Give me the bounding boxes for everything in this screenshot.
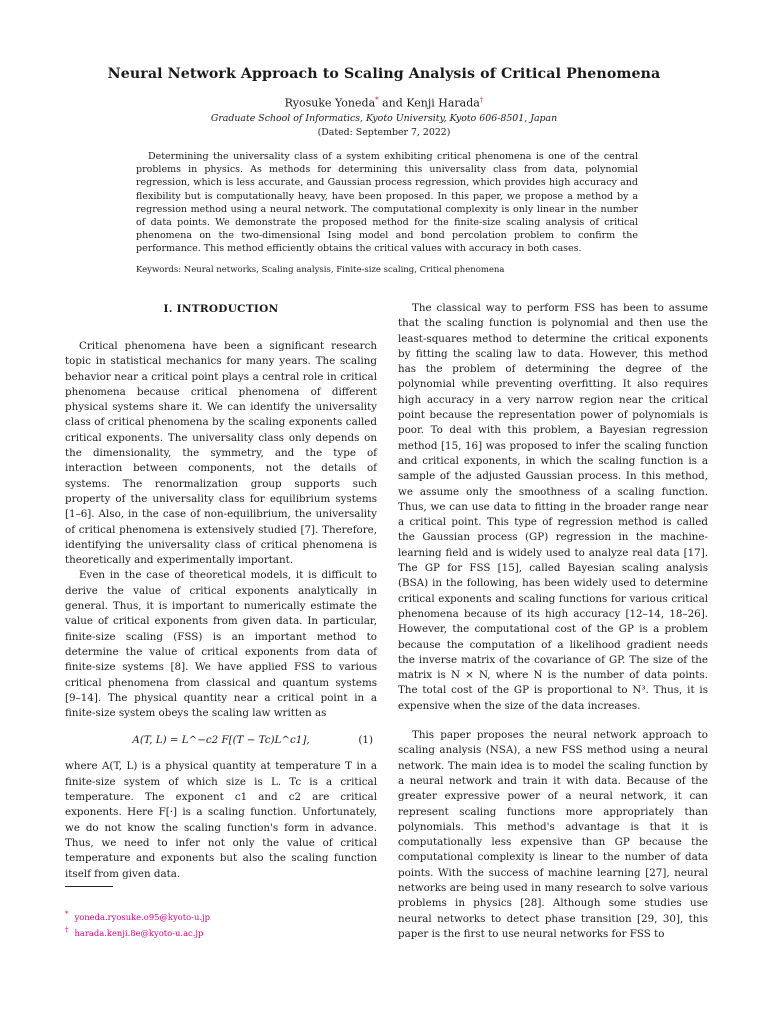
footnote [65,924,377,940]
author-footnote-mark[interactable]: * [375,96,379,104]
email-link[interactable]: yoneda.ryosuke.o95@kyoto-u.jp [74,911,210,922]
right-column [398,301,708,942]
left-column [65,301,377,882]
paragraph: The classical way to perform FSS has been to assume that the scaling function is polynomial and then use the least-squares method to determine the critical exponents by fitting the scaling law to data. However, this method has the problem of determining the degree of the polynomial while preventing overfitting. It also requires high accuracy in a very narrow region near the critical point because the representation power of polynomials is poor. To deal with this problem, a Bayesian regression method [15, 16] was proposed to infer the scaling function and critical exponents, in which the scaling function is a sample of the adjusted Gaussian process. In this method, we assume only the smoothness of a scaling function. Thus, we can use data to fitting in the broader range near a critical point. This type of regression method is called the Gaussian process (GP) regression in the machine-learning field and is widely used to analyze real data [17]. The GP for FSS [15], called Bayesian scaling analysis (BSA) in the following, has been widely used to determine critical exponents and scaling functions for various critical phenomena because of its high accuracy [12–14, 18–26]. However, the computational cost of the GP is a problem because the computation of a likelihood gradient needs the inverse matrix of the covariance of GP. The size of the matrix is N × N, where N is the number of data points. The total cost of the GP is proportional to N³. Thus, it is expensive when the size of the data increases. [398,302,708,712]
date-line: (Dated: September 7, 2022) [317,127,451,138]
paragraph: Even in the case of theoretical models, it is difficult to derive the value of critical exponents analytically in general. Thus, it is important to numerically estimate the value of critical exponents from given data. In particular, finite-size scaling (FSS) is an important method to determine the value of critical exponents from data of finite-size systems [8]. We have applied FSS to various critical phenomena from classical and quantum systems [9–14]. The physical quantity near a critical point in a finite-size system obeys the scaling law written as [65,569,377,720]
footnote-mark: † [65,925,69,934]
author-footnote-mark[interactable]: † [479,96,484,104]
equation-block [65,721,377,759]
paper-title: Neural Network Approach to Scaling Analysis of Critical Phenomena [107,66,661,82]
email-link[interactable]: harada.kenji.8e@kyoto-u.ac.jp [74,927,204,938]
paragraph: where A(T, L) is a physical quantity at temperature T in a finite-size system of which size is L. Tc is a critical temperature. The exponent c1 and c2 are critical exponents. Here F[·] is a scaling function. Unfortunately, we do not know the scaling function's form in advance. Thus, we need to infer not only the value of critical temperature and exponents but also the scaling function itself from given data. [65,760,377,880]
author-name: Kenji Harada [406,96,480,110]
footnote-mark: * [65,910,69,918]
equation: A(T, L) = L^−c2 F[(T − Tc)L^c1], [132,734,310,747]
equation-number: (1) [358,734,373,747]
keywords: Keywords: Neural networks, Scaling analysis, Finite-size scaling, Critical phenomena [136,265,505,275]
section-heading: I. INTRODUCTION [163,303,279,315]
paragraph-gap [398,714,708,728]
footnote-rule [65,886,113,887]
abstract: Determining the universality class of a system exhibiting critical phenomena is one of the central problems in physics. As methods for determining this universality class from data, polynomial regression, which is less accurate, and Gaussian process regression, which provides high accuracy and flexibility but is computationally heavy, have been proposed. In this paper, we propose a method by a regression method using a neural network. The computational complexity is only linear in the number of data points. We demonstrate the proposed method for the finite-size scaling analysis of critical phenomena on the two-dimensional Ising model and bond percolation problem to confirm the performance. This method efficiently obtains the critical values with accuracy in both cases. [136,151,638,255]
paragraph: This paper proposes the neural network approach to scaling analysis (NSA), a new FSS method using a neural network. The main idea is to model the scaling function by a neural network and train it with data. Because of the greater expressive power of a neural network, it can represent scaling functions more appropriately than polynomials. This method's advantage is that it is computationally less expensive than GP because the computational complexity is linear to the number of data points. With the success of machine learning [27], neural networks are being used in many research to solve various problems in physics [28]. Although some studies use neural networks to detect phase transition [29, 30], this paper is the first to use neural networks for FSS to [398,729,708,940]
footnote [65,908,377,924]
author-conjunction: and [382,96,403,110]
affiliation: Graduate School of Informatics, Kyoto University, Kyoto 606-8501, Japan [210,113,558,124]
footnotes [65,908,377,940]
author-line [0,96,768,110]
author-name: Ryosuke Yoneda [284,96,376,110]
paragraph: Critical phenomena have been a significant research topic in statistical mechanics for many years. The scaling behavior near a critical point plays a central role in critical phenomena because critical phenomena of different physical systems share it. We can identify the universality class of critical phenomena by the scaling exponents called critical exponents. The universality class only depends on the dimensionality, the symmetry, and the type of interaction between components, not the details of systems. The renormalization group supports such property of the universality class for equilibrium systems [1–6]. Also, in the case of non-equilibrium, the universality of critical phenomena is extensively studied [7]. Therefore, identifying the universality class of critical phenomena is theoretically and experimentally important. [65,340,377,567]
